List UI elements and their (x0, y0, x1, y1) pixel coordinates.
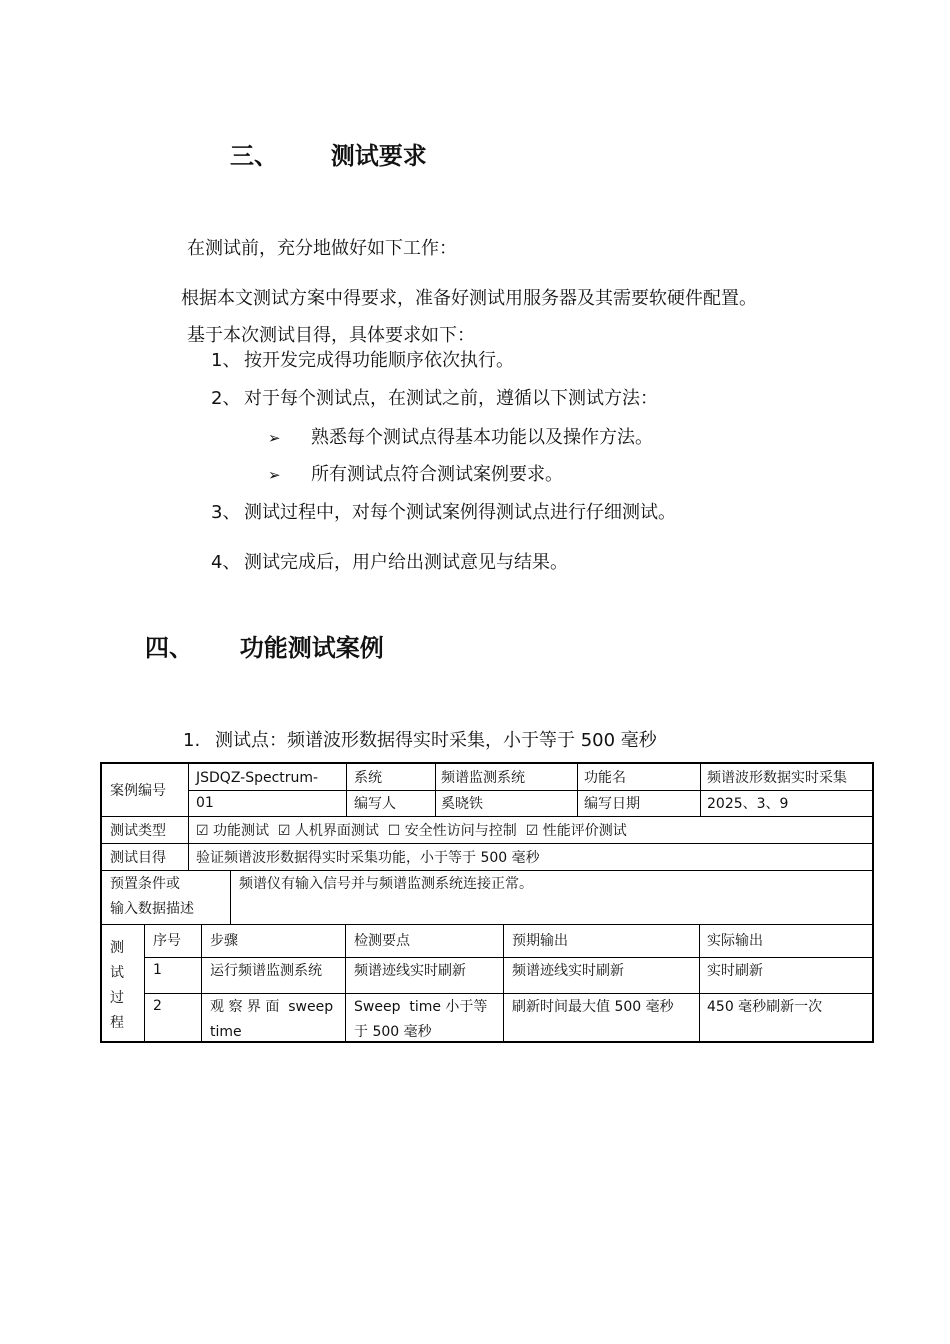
header-seq: 序号 (153, 933, 181, 949)
process-label-char: 测 (110, 940, 124, 956)
function-value: 频谱波形数据实时采集 (707, 770, 847, 786)
list-item-num: 1、 (211, 350, 241, 371)
case-id-value-line2: 01 (196, 795, 214, 811)
row2-actual: 450 毫秒刷新一次 (707, 999, 823, 1015)
date-value: 2025、3、9 (707, 796, 789, 812)
author-value: 奚晓铁 (441, 796, 483, 812)
row1-expected: 频谱迹线实时刷新 (512, 963, 624, 979)
arrow-bullet-icon: ➢ (268, 466, 281, 484)
section4-heading-num: 四、 (145, 634, 193, 662)
author-label: 编写人 (354, 796, 396, 812)
system-value: 频谱监测系统 (441, 770, 525, 786)
section3-intro: 在测试前，充分地做好如下工作： (187, 238, 457, 259)
arrow-bullet-icon: ➢ (268, 429, 281, 447)
section3-heading (230, 136, 427, 171)
header-check: 检测要点 (354, 933, 410, 949)
list-item (211, 346, 514, 372)
row2-seq: 2 (153, 998, 162, 1014)
row2-check-line1: Sweep time 小于等 (354, 999, 488, 1015)
process-label-char: 试 (110, 965, 124, 981)
bullet-text: 熟悉每个测试点得基本功能以及操作方法。 (311, 427, 653, 448)
section4-heading (145, 628, 384, 663)
section3-heading-num: 三、 (230, 142, 278, 170)
test-point-num: 1. (183, 730, 201, 751)
header-expected: 预期输出 (512, 933, 568, 949)
row2-step-line1: 观 察 界 面 sweep (210, 999, 334, 1015)
list-item (211, 548, 568, 574)
list-item-text: 对于每个测试点，在测试之前，遵循以下测试方法： (244, 388, 658, 409)
purpose-value: 验证频谱波形数据得实时采集功能，小于等于 500 毫秒 (196, 850, 540, 866)
list-item-num: 3、 (211, 502, 241, 523)
row1-seq: 1 (153, 962, 162, 978)
type-label: 测试类型 (110, 823, 166, 839)
process-label-char: 过 (110, 990, 124, 1006)
list-item-num: 4、 (211, 552, 241, 573)
row2-check-line2: 于 500 毫秒 (354, 1024, 432, 1040)
row2-expected: 刷新时间最大值 500 毫秒 (512, 999, 674, 1015)
section3-prep: 根据本文测试方案中得要求，准备好测试用服务器及其需要软硬件配置。 (181, 288, 757, 309)
section3-heading-text: 测试要求 (330, 142, 427, 170)
date-label: 编写日期 (584, 796, 640, 812)
process-label-char: 程 (110, 1015, 124, 1031)
precondition-value: 频谱仪有输入信号并与频谱监测系统连接正常。 (239, 876, 533, 892)
row2-step-line2: time (210, 1024, 242, 1040)
list-item (211, 498, 676, 524)
case-id-label: 案例编号 (110, 783, 166, 799)
bullet-item (268, 423, 653, 449)
section4-heading-text: 功能测试案例 (239, 634, 384, 662)
list-item-text: 测试完成后，用户给出测试意见与结果。 (244, 552, 568, 573)
list-item (211, 384, 658, 410)
list-item-text: 测试过程中，对每个测试案例得测试点进行仔细测试。 (244, 502, 676, 523)
section3-basis: 基于本次测试目得，具体要求如下： (187, 325, 475, 346)
test-point (183, 726, 657, 752)
bullet-text: 所有测试点符合测试案例要求。 (311, 464, 563, 485)
type-value: ☑ 功能测试 ☑ 人机界面测试 ☐ 安全性访问与控制 ☑ 性能评价测试 (196, 823, 627, 839)
row1-check: 频谱迹线实时刷新 (354, 963, 466, 979)
system-label: 系统 (354, 770, 382, 786)
precondition-label-line1: 预置条件或 (110, 876, 180, 892)
list-item-num: 2、 (211, 388, 241, 409)
test-case-table (100, 762, 874, 1043)
header-step: 步骤 (210, 933, 238, 949)
bullet-item (268, 460, 563, 486)
purpose-label: 测试目得 (110, 850, 166, 866)
row1-actual: 实时刷新 (707, 963, 763, 979)
function-label: 功能名 (584, 770, 626, 786)
case-id-value-line1: JSDQZ-Spectrum- (196, 770, 319, 786)
precondition-label-line2: 输入数据描述 (110, 901, 194, 917)
row1-step: 运行频谱监测系统 (210, 963, 322, 979)
list-item-text: 按开发完成得功能顺序依次执行。 (244, 350, 514, 371)
header-actual: 实际输出 (707, 933, 763, 949)
test-point-text: 测试点：频谱波形数据得实时采集，小于等于 500 毫秒 (215, 730, 657, 751)
